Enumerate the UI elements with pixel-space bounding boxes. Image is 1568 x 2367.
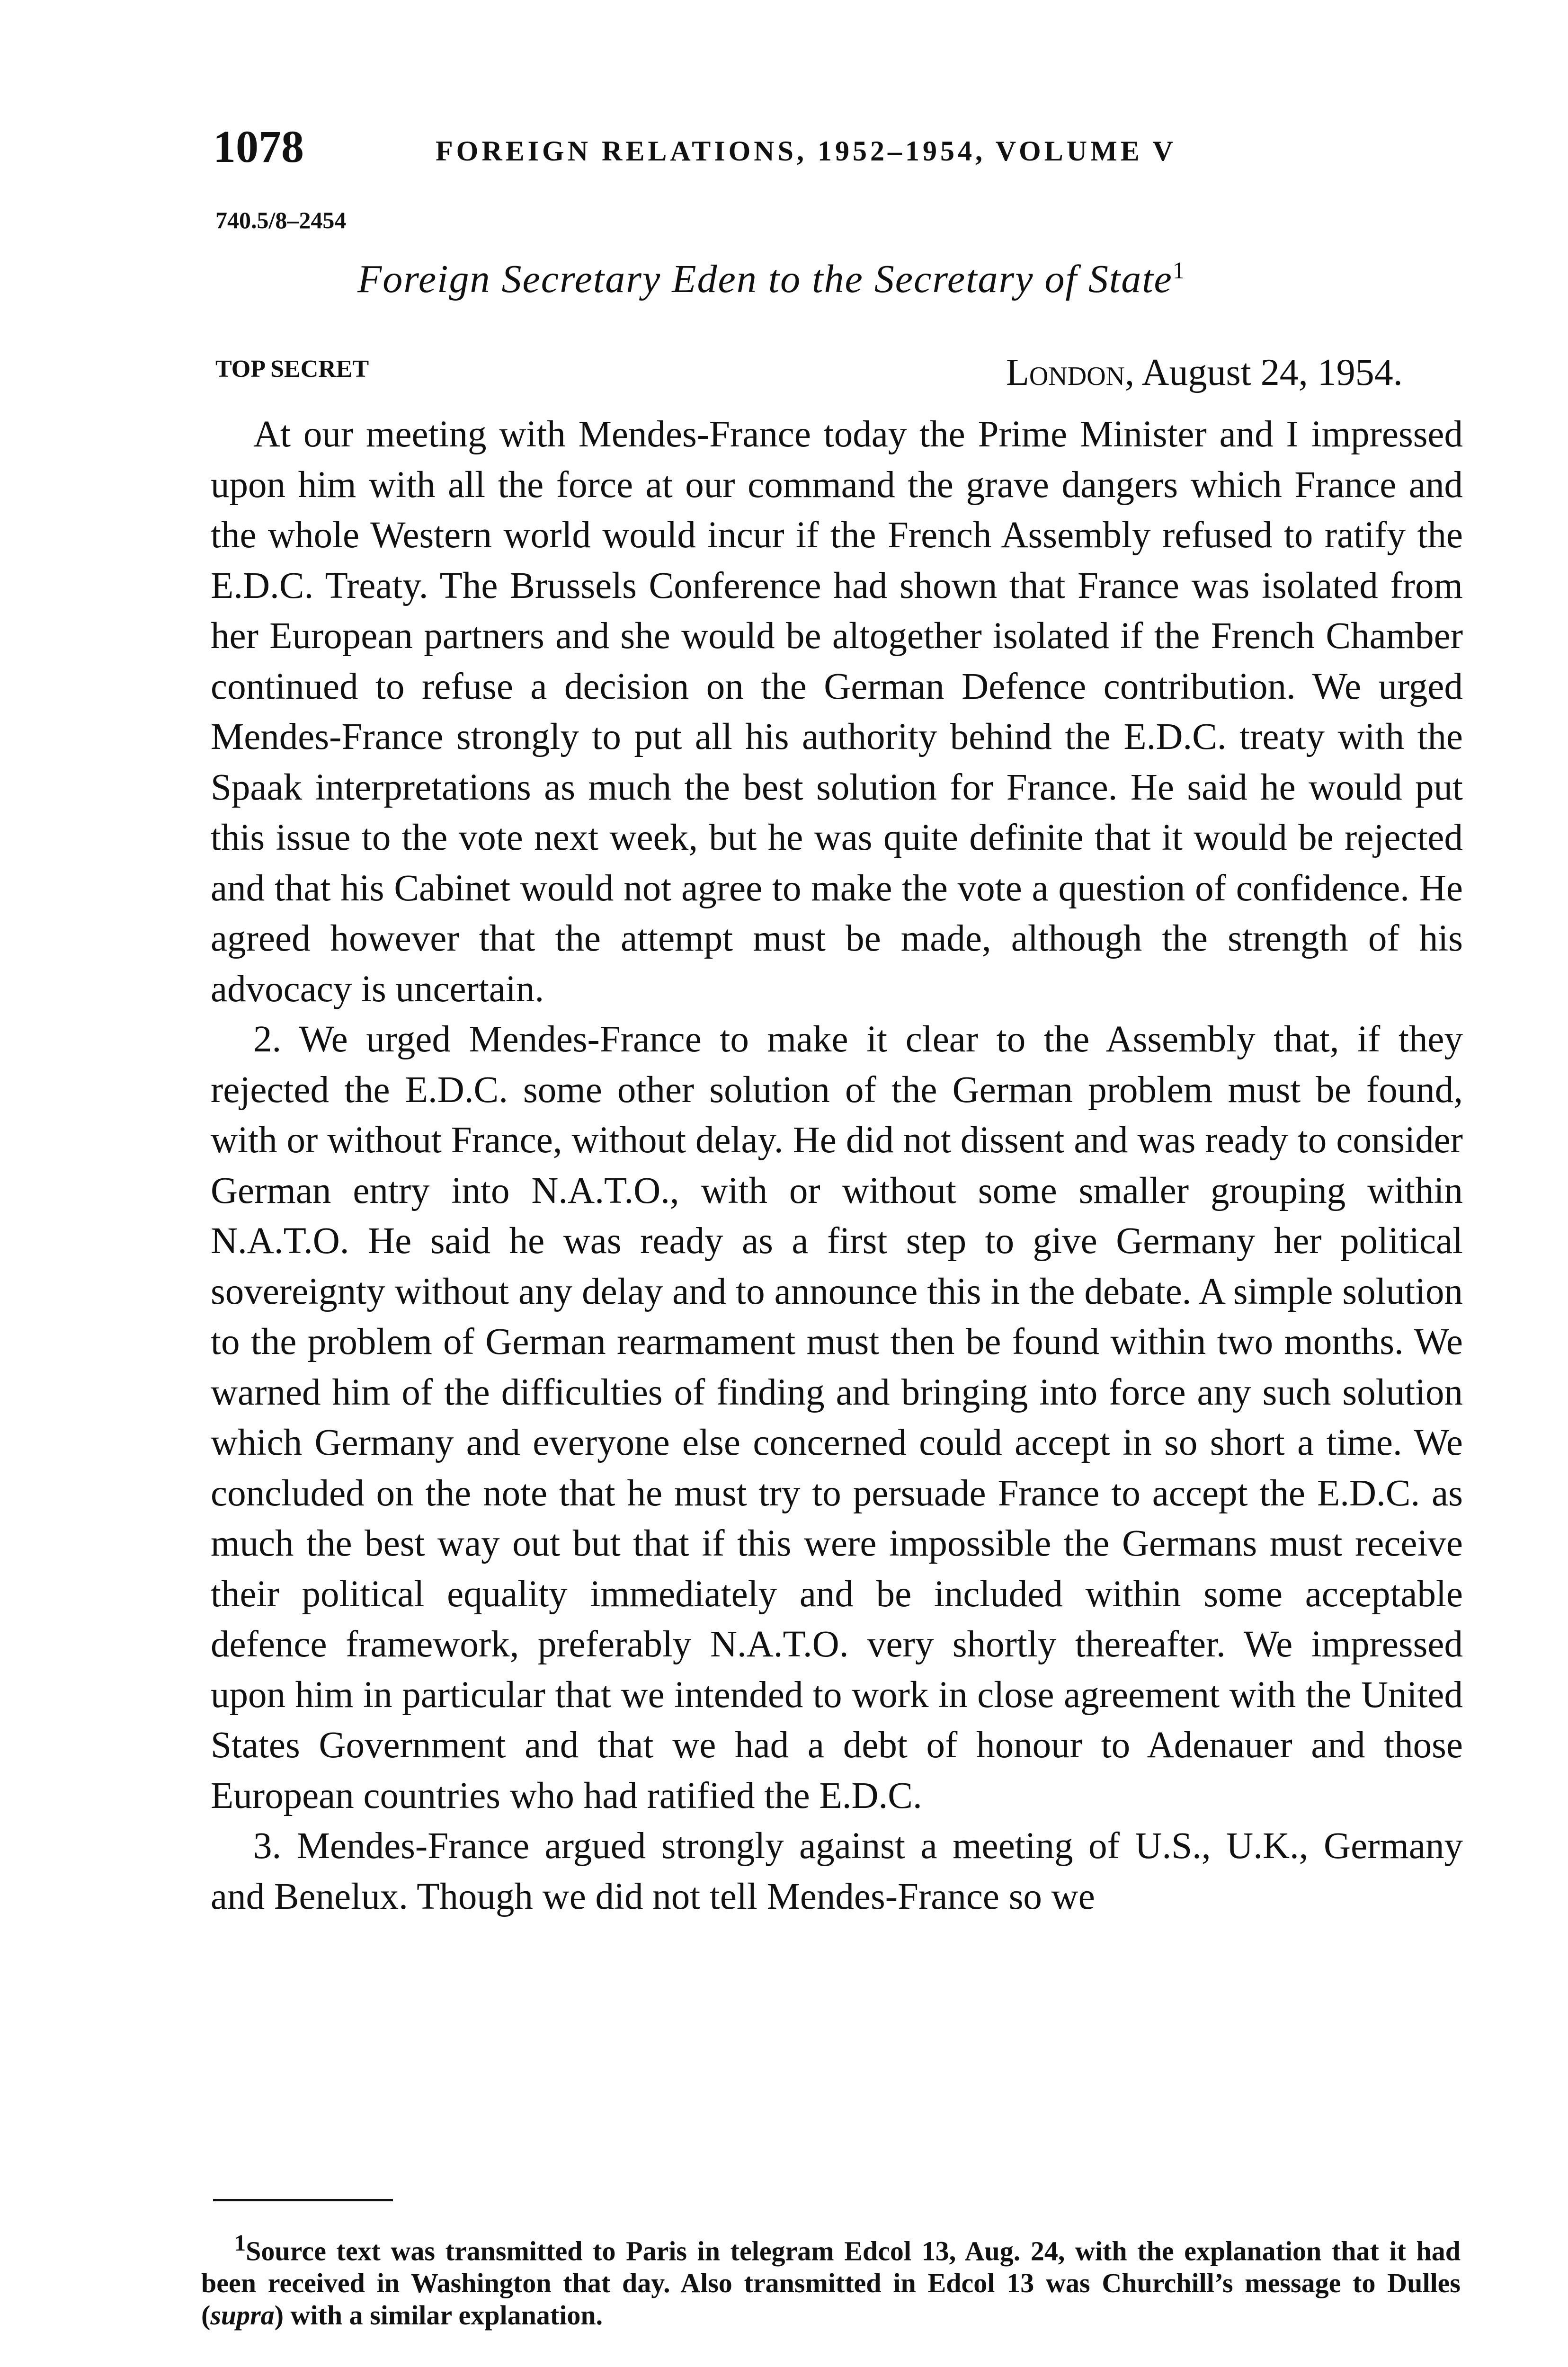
footnote-text: Source text was transmitted to Paris in telegram Edcol 13, Aug. 24, with the explanation that it had been received in Washington that day. Also transmitted in Edcol 13 was Churchill’s message to Dulles ( [201,2235,1461,2331]
footnote-reference: 1 [1172,257,1186,284]
paragraph: 3. Mendes-France argued strongly against a meeting of U.S., U.K., Germany and Benelux. Though we did not tell Mendes-France so we [211,1825,1463,1917]
paragraph: 2. We urged Mendes-France to make it clear to the Assembly that, if they rejected the E.D.C. some other solution of the German problem must be found, with or without France, without delay. He did not dissent and was ready to consider German entry into N.A.T.O., with or without some smaller grouping within N.A.T.O. He said he was ready as a first step to give Germany her political sovereignty without any delay and to announce this in the debate. A simple solution to the problem of German rearmament must then be found within two months. We warned him of the difficulties of finding and bringing into force any such solution which Germany and everyone else concerned could accept in so short a time. We concluded on the note that he must try to persuade France to accept the E.D.C. as much the best way out but that if this were impossible the Germans must receive their political equality immediately and be included within some acceptable defence framework, preferably N.A.T.O. very shortly thereafter. We impressed upon him in particular that we intended to work in close agreement with the United States Government and that we had a debt of honour to Adenauer and those European countries who had ratified the E.D.C. [211,1019,1463,1816]
document-title [357,253,1185,305]
document-body [211,409,1463,1922]
footnote-marker: 1 [234,2231,246,2256]
footnote-italic-text: supra [210,2300,275,2331]
file-number: 740.5/8–2454 [215,207,347,233]
page-number: 1078 [213,121,304,172]
dateline [1006,349,1403,396]
classification-label: TOP SECRET [215,356,369,383]
footnote-text-end: ) with a similar explanation. [274,2300,603,2331]
dateline-date: , August 24, 1954. [1125,352,1403,393]
running-head [213,121,1472,173]
dateline-city: London [1006,352,1125,393]
document-title-text: Foreign Secretary Eden to the Secretary of State [357,257,1173,301]
paragraph: At our meeting with Mendes-France today the Prime Minister and I impressed upon him with all the force at our command the grave dangers which France and the whole Western world would incur if the French Assembly refused to ratify the E.D.C. Treaty. The Brussels Conference had shown that France was isolated from her European partners and she would be altogether isolated if the French Chamber continued to refuse a decision on the German Defence contribution. We urged Mendes-France strongly to put all his authority behind the E.D.C. treaty with the Spaak interpretations as much the best solution for France. He said he would put this issue to the vote next week, but he was quite definite that it would be rejected and that his Cabinet would not agree to make the vote a question of confidence. He agreed however that the attempt must be made, although the strength of his advocacy is uncertain. [211,414,1463,1010]
running-title: FOREIGN RELATIONS, 1952–1954, VOLUME V [436,135,1176,167]
footnote [201,2227,1461,2331]
footnote-divider [213,2199,393,2201]
